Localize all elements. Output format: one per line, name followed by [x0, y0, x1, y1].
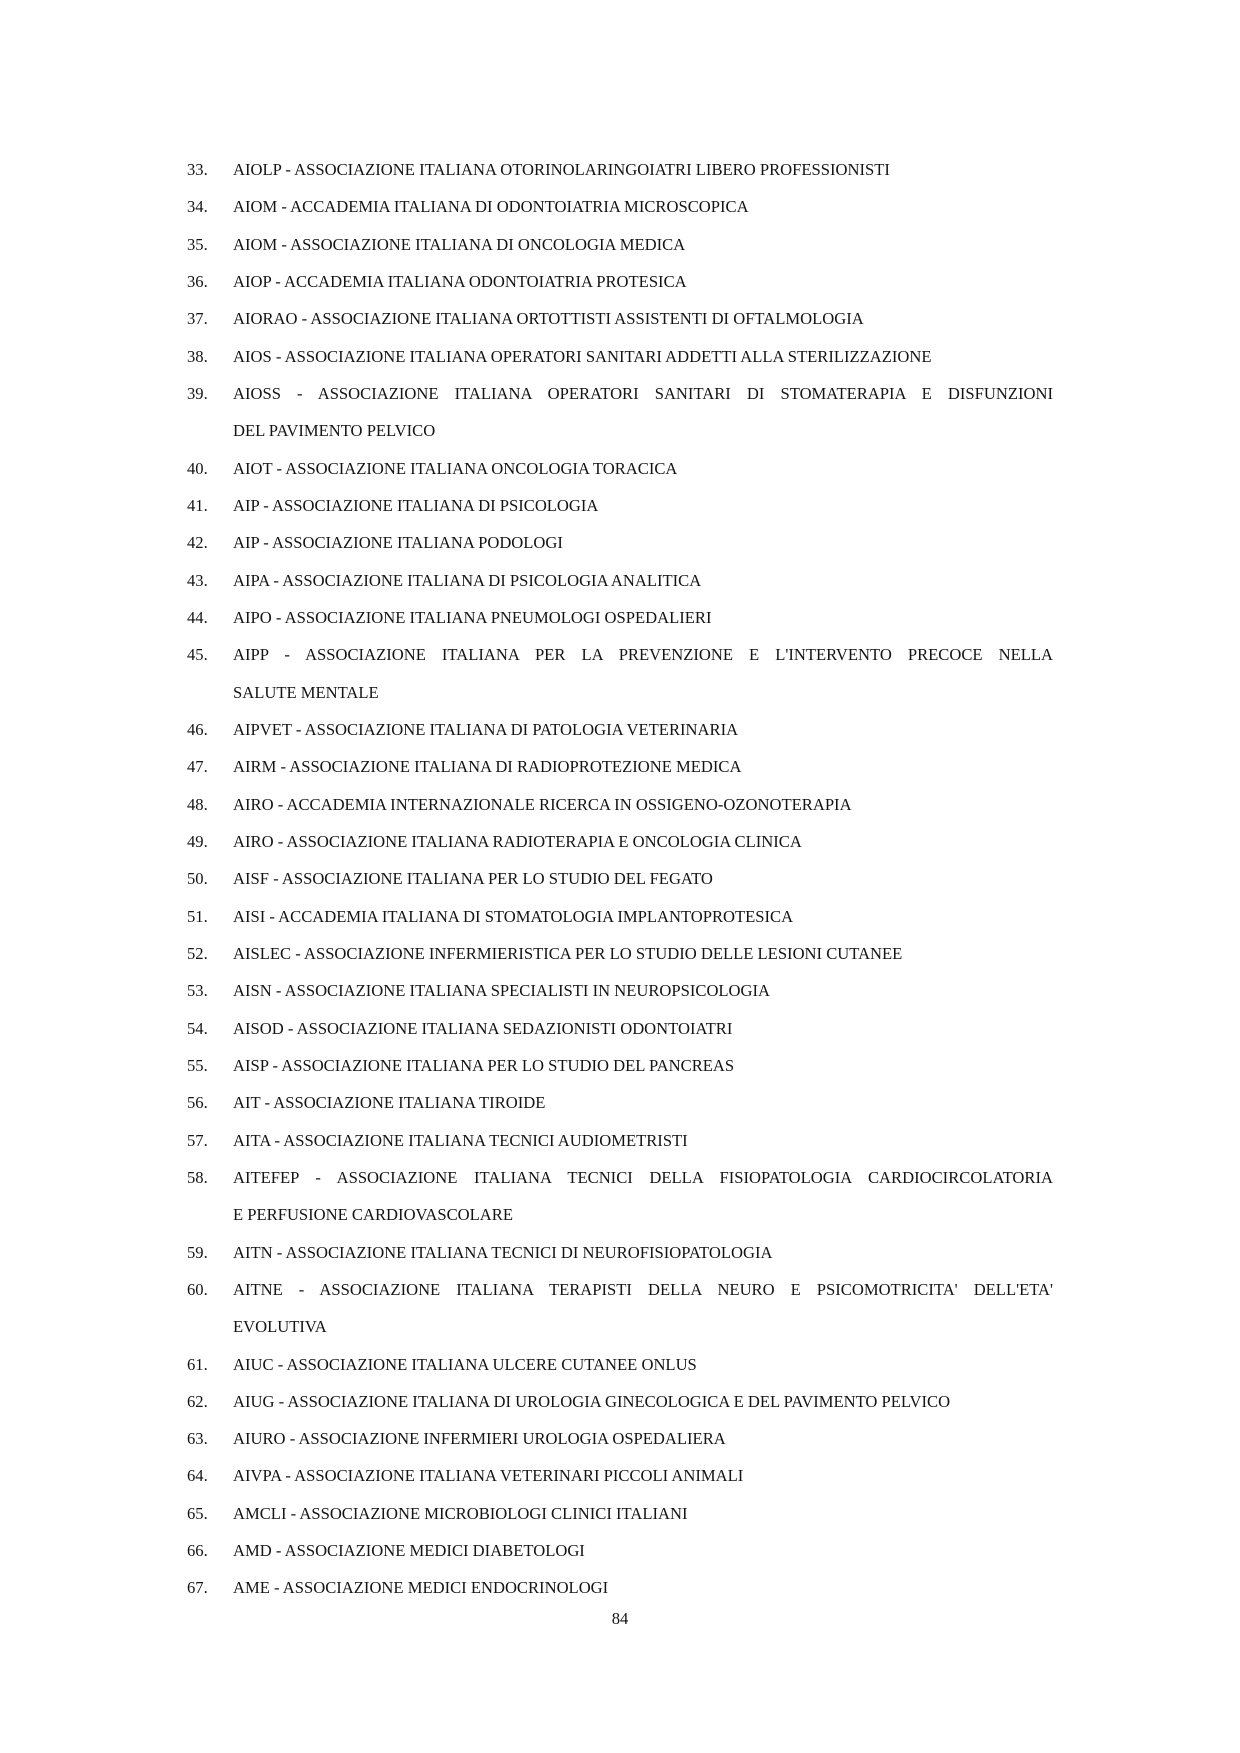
item-text-line: AMCLI - ASSOCIAZIONE MICROBIOLOGI CLINICI ITALIANI: [233, 1503, 688, 1523]
list-item: [187, 860, 1053, 897]
item-number: 53.: [187, 981, 208, 1001]
item-text-line: AIPVET - ASSOCIAZIONE ITALIANA DI PATOLOGIA VETERINARIA: [233, 719, 739, 739]
item-number: 47.: [187, 757, 208, 777]
item-text: [233, 1047, 1053, 1084]
item-text: [233, 1234, 1053, 1271]
item-number: 43.: [187, 570, 208, 590]
item-text-line: AISF - ASSOCIAZIONE ITALIANA PER LO STUDIO DEL FEGATO: [233, 869, 713, 889]
item-text-line: AIOP - ACCADEMIA ITALIANA ODONTOIATRIA PROTESICA: [233, 271, 687, 291]
item-text-line: AIRM - ASSOCIAZIONE ITALIANA DI RADIOPROTEZIONE MEDICA: [233, 757, 742, 777]
item-text: [233, 786, 1053, 823]
item-number: 57.: [187, 1130, 208, 1150]
item-text-line: AITA - ASSOCIAZIONE ITALIANA TECNICI AUDIOMETRISTI: [233, 1130, 688, 1150]
item-number: 41.: [187, 495, 208, 515]
list-item: [187, 151, 1053, 188]
item-number: 39.: [187, 383, 208, 403]
page-number: 84: [611, 1609, 629, 1628]
list-item: [187, 338, 1053, 375]
list-item: [187, 636, 1053, 711]
item-text: [233, 1383, 1053, 1420]
item-text-line: AIUC - ASSOCIAZIONE ITALIANA ULCERE CUTANEE ONLUS: [233, 1354, 697, 1374]
item-text-line: SALUTE MENTALE: [233, 682, 379, 702]
list-item: [187, 599, 1053, 636]
list-item: [187, 1234, 1053, 1271]
item-number: 51.: [187, 906, 208, 926]
list-item: [187, 1047, 1053, 1084]
item-text-line: AIVPA - ASSOCIAZIONE ITALIANA VETERINARI PICCOLI ANIMALI: [233, 1466, 744, 1486]
item-text: [233, 1159, 1053, 1234]
item-text-line: AISLEC - ASSOCIAZIONE INFERMIERISTICA PER LO STUDIO DELLE LESIONI CUTANEE: [233, 943, 903, 963]
list-item: [187, 375, 1053, 450]
list-item: [187, 786, 1053, 823]
item-number: 46.: [187, 719, 208, 739]
list-item: [187, 188, 1053, 225]
item-number: 65.: [187, 1503, 208, 1523]
item-number: 56.: [187, 1093, 208, 1113]
list-item: [187, 898, 1053, 935]
item-text: [233, 226, 1053, 263]
list-item: [187, 1383, 1053, 1420]
item-number: 36.: [187, 271, 208, 291]
item-text: [233, 823, 1053, 860]
list-item: [187, 1122, 1053, 1159]
item-text: [233, 450, 1053, 487]
list-item: [187, 263, 1053, 300]
item-number: 62.: [187, 1391, 208, 1411]
association-list: [187, 151, 1053, 1607]
item-text: [233, 1420, 1053, 1457]
item-text-line: AIPO - ASSOCIAZIONE ITALIANA PNEUMOLOGI OSPEDALIERI: [233, 607, 712, 627]
item-text: [233, 1457, 1053, 1494]
list-item: [187, 487, 1053, 524]
item-number: 60.: [187, 1279, 208, 1299]
list-item: [187, 562, 1053, 599]
item-text-line: AISI - ACCADEMIA ITALIANA DI STOMATOLOGIA IMPLANTOPROTESICA: [233, 906, 794, 926]
item-text-line: AISN - ASSOCIAZIONE ITALIANA SPECIALISTI IN NEUROPSICOLOGIA: [233, 981, 771, 1001]
list-item: [187, 823, 1053, 860]
item-text: [233, 1495, 1053, 1532]
list-item: [187, 300, 1053, 337]
item-number: 59.: [187, 1242, 208, 1262]
item-text: [233, 375, 1053, 450]
item-text-line: AIRO - ASSOCIAZIONE ITALIANA RADIOTERAPIA E ONCOLOGIA CLINICA: [233, 831, 802, 851]
list-item: [187, 711, 1053, 748]
list-item: [187, 1532, 1053, 1569]
list-item: [187, 1457, 1053, 1494]
item-text-line: AITEFEP - ASSOCIAZIONE ITALIANA TECNICI DELLA FISIOPATOLOGIA CARDIOCIRCOLATORIA: [233, 1167, 1053, 1187]
item-text-line: AIRO - ACCADEMIA INTERNAZIONALE RICERCA IN OSSIGENO-OZONOTERAPIA: [233, 794, 852, 814]
item-text: [233, 599, 1053, 636]
item-text: [233, 487, 1053, 524]
item-number: 37.: [187, 309, 208, 329]
item-number: 42.: [187, 533, 208, 553]
item-number: 64.: [187, 1466, 208, 1486]
list-item: [187, 1159, 1053, 1234]
item-text-line: E PERFUSIONE CARDIOVASCOLARE: [233, 1205, 513, 1225]
item-text-line: AIOT - ASSOCIAZIONE ITALIANA ONCOLOGIA TORACICA: [233, 458, 678, 478]
item-number: 67.: [187, 1578, 208, 1598]
list-item: [187, 1010, 1053, 1047]
item-number: 35.: [187, 234, 208, 254]
item-text: [233, 1010, 1053, 1047]
item-text: [233, 748, 1053, 785]
list-item: [187, 1346, 1053, 1383]
item-number: 55.: [187, 1055, 208, 1075]
list-item: [187, 1495, 1053, 1532]
list-item: [187, 1084, 1053, 1121]
item-number: 45.: [187, 645, 208, 665]
item-text: [233, 1122, 1053, 1159]
item-number: 61.: [187, 1354, 208, 1374]
item-text-line: AIORAO - ASSOCIAZIONE ITALIANA ORTOTTISTI ASSISTENTI DI OFTALMOLOGIA: [233, 309, 864, 329]
list-item: [187, 524, 1053, 561]
list-item: [187, 1420, 1053, 1457]
item-text-line: AIPA - ASSOCIAZIONE ITALIANA DI PSICOLOGIA ANALITICA: [233, 570, 702, 590]
list-item: [187, 450, 1053, 487]
item-text-line: AME - ASSOCIAZIONE MEDICI ENDOCRINOLOGI: [233, 1578, 609, 1598]
item-text-line: AIOSS - ASSOCIAZIONE ITALIANA OPERATORI SANITARI DI STOMATERAPIA E DISFUNZIONI: [233, 383, 1053, 403]
item-text: [233, 898, 1053, 935]
item-text: [233, 636, 1053, 711]
item-number: 38.: [187, 346, 208, 366]
list-item: [187, 226, 1053, 263]
item-number: 58.: [187, 1167, 208, 1187]
item-text: [233, 1346, 1053, 1383]
item-number: 52.: [187, 943, 208, 963]
item-number: 54.: [187, 1018, 208, 1038]
item-text-line: AIPP - ASSOCIAZIONE ITALIANA PER LA PREVENZIONE E L'INTERVENTO PRECOCE NELLA: [233, 645, 1053, 665]
item-number: 49.: [187, 831, 208, 851]
item-text-line: AIP - ASSOCIAZIONE ITALIANA PODOLOGI: [233, 533, 563, 553]
item-number: 44.: [187, 607, 208, 627]
item-text: [233, 711, 1053, 748]
list-item: [187, 935, 1053, 972]
item-number: 40.: [187, 458, 208, 478]
item-text-line: AIT - ASSOCIAZIONE ITALIANA TIROIDE: [233, 1093, 546, 1113]
item-text-line: AITNE - ASSOCIAZIONE ITALIANA TERAPISTI DELLA NEURO E PSICOMOTRICITA' DELL'ETA': [233, 1279, 1053, 1299]
item-text-line: AISP - ASSOCIAZIONE ITALIANA PER LO STUDIO DEL PANCREAS: [233, 1055, 735, 1075]
item-number: 34.: [187, 197, 208, 217]
list-item: [187, 748, 1053, 785]
item-text-line: AIOM - ACCADEMIA ITALIANA DI ODONTOIATRIA MICROSCOPICA: [233, 197, 749, 217]
item-text: [233, 338, 1053, 375]
item-text: [233, 188, 1053, 225]
item-text-line: AIOS - ASSOCIAZIONE ITALIANA OPERATORI SANITARI ADDETTI ALLA STERILIZZAZIONE: [233, 346, 932, 366]
item-text: [233, 1271, 1053, 1346]
item-text-line: DEL PAVIMENTO PELVICO: [233, 421, 436, 441]
item-text: [233, 300, 1053, 337]
item-text: [233, 935, 1053, 972]
item-text-line: AIOM - ASSOCIAZIONE ITALIANA DI ONCOLOGIA MEDICA: [233, 234, 686, 254]
item-text: [233, 524, 1053, 561]
item-text: [233, 562, 1053, 599]
item-text-line: AIOLP - ASSOCIAZIONE ITALIANA OTORINOLARINGOIATRI LIBERO PROFESSIONISTI: [233, 160, 890, 179]
item-text-line: EVOLUTIVA: [233, 1317, 327, 1337]
list-item: [187, 972, 1053, 1009]
item-text: [233, 860, 1053, 897]
item-text-line: AITN - ASSOCIAZIONE ITALIANA TECNICI DI NEUROFISIOPATOLOGIA: [233, 1242, 773, 1262]
item-number: 63.: [187, 1429, 208, 1449]
item-text-line: AISOD - ASSOCIAZIONE ITALIANA SEDAZIONISTI ODONTOIATRI: [233, 1018, 733, 1038]
item-number: 66.: [187, 1541, 208, 1561]
item-text: [233, 1532, 1053, 1569]
item-text-line: AIP - ASSOCIAZIONE ITALIANA DI PSICOLOGIA: [233, 495, 599, 515]
item-text-line: AIURO - ASSOCIAZIONE INFERMIERI UROLOGIA OSPEDALIERA: [233, 1429, 726, 1449]
item-text-line: AMD - ASSOCIAZIONE MEDICI DIABETOLOGI: [233, 1541, 585, 1561]
item-text: [233, 972, 1053, 1009]
item-text-line: AIUG - ASSOCIAZIONE ITALIANA DI UROLOGIA GINECOLOGICA E DEL PAVIMENTO PELVICO: [233, 1391, 951, 1411]
item-number: 48.: [187, 794, 208, 814]
item-number: 33.: [187, 160, 208, 179]
item-number: 50.: [187, 869, 208, 889]
item-text: [233, 151, 1053, 188]
list-item: [187, 1271, 1053, 1346]
item-text: [233, 1084, 1053, 1121]
item-text: [233, 263, 1053, 300]
